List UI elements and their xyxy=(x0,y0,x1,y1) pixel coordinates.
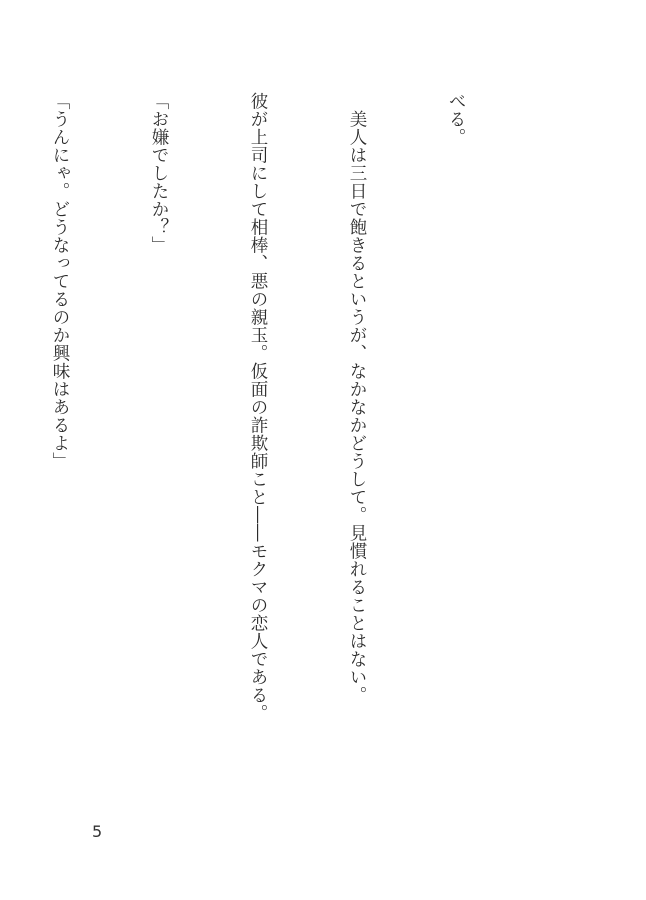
text-line: 「うんにゃ。どうなってるのか興味はあるよ」 xyxy=(50,92,70,470)
page-number: 5 xyxy=(92,822,103,841)
text-line: べる。 xyxy=(446,92,466,146)
text-line: 「お嫌でしたか？」 xyxy=(149,92,169,254)
text-line: 美人は三日で飽きるというが、なかなかどうして。見慣れることはない。 xyxy=(347,92,367,704)
text-line: 彼が上司にして相棒、悪の親玉。仮面の詐欺師こと――モクマの恋人である。 xyxy=(248,92,268,722)
vertical-text-body xyxy=(0,92,538,832)
